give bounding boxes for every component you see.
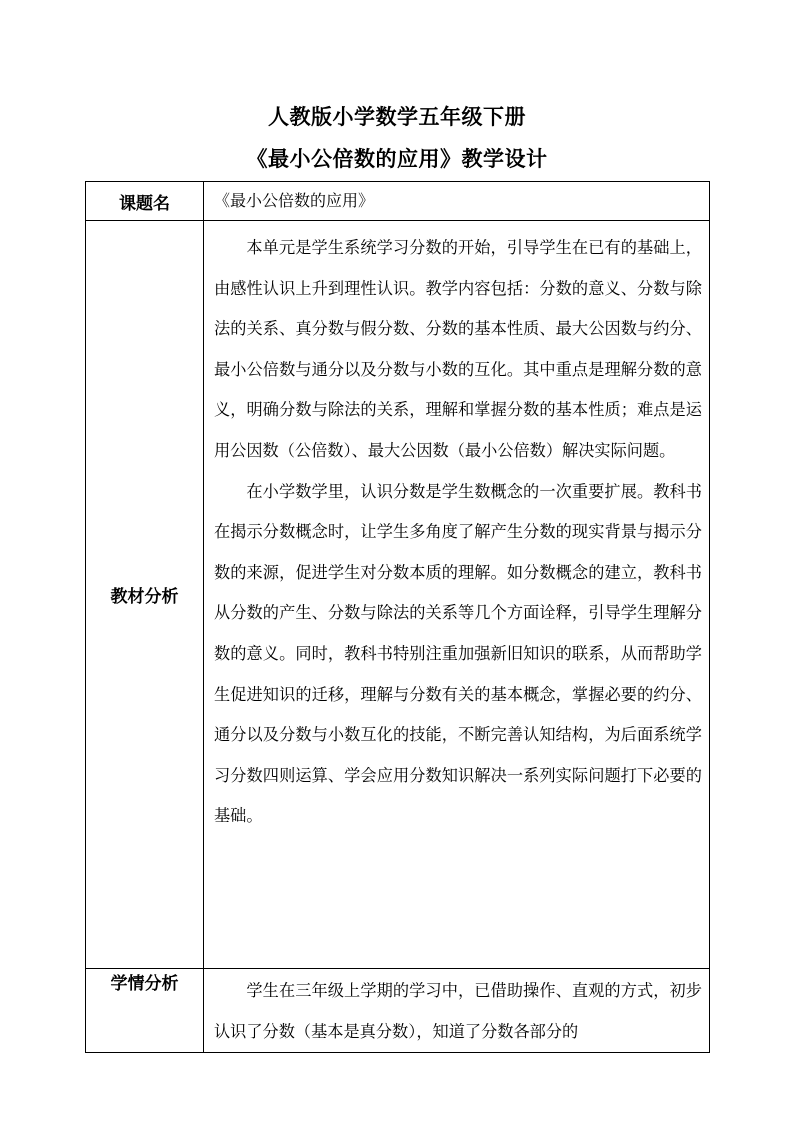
row-content-student-analysis (204, 969, 710, 1053)
row-label-student-analysis: 学情分析 (86, 969, 204, 1053)
table-row-textbook-analysis (86, 221, 710, 969)
topic-text: 《最小公倍数的应用》 (214, 191, 375, 210)
row-label-topic: 课题名 (86, 182, 204, 221)
analysis-paragraph-1: 本单元是学生系统学习分数的开始，引导学生在已有的基础上，由感性认识上升到理性认识。教学内容包括：分数的意义、分数与除法的关系、真分数与假分数、分数的基本性质、最大公因数与约分、最小公倍数与通分以及分数与小数的互化。其中重点是理解分数的意义，明确分数与除法的关系，理解和掌握分数的基本性质；难点是运用公因数（公倍数）、最大公因数（最小公倍数）解决实际问题。 (214, 238, 702, 460)
row-content-topic (204, 182, 710, 221)
lesson-plan-table (85, 181, 710, 1053)
student-paragraph-1: 学生在三年级上学期的学习中，已借助操作、直观的方式，初步认识了分数（基本是真分数），知道了分数各部分的 (214, 981, 702, 1041)
table-row-topic (86, 182, 710, 221)
row-content-textbook-analysis (204, 221, 710, 969)
table-row-student-analysis (86, 969, 710, 1053)
row-label-textbook-analysis: 教材分析 (86, 221, 204, 969)
document-title: 人教版小学数学五年级下册 (268, 105, 526, 129)
analysis-paragraph-2: 在小学数学里，认识分数是学生数概念的一次重要扩展。教科书在揭示分数概念时，让学生多角度了解产生分数的现实背景与揭示分数的来源，促进学生对分数本质的理解。如分数概念的建立，教科书从分数的产生、分数与除法的关系等几个方面诠释，引导学生理解分数的意义。同时，教科书特别注重加强新旧知识的联系，从而帮助学生促进知识的迁移，理解与分数有关的基本概念，掌握必要的约分、通分以及分数与小数互化的技能，不断完善认知结构，为后面系统学习分数四则运算、学会应用分数知识解决一系列实际问题打下必要的基础。 (214, 481, 702, 826)
document-subtitle: 《最小公倍数的应用》教学设计 (246, 147, 548, 171)
